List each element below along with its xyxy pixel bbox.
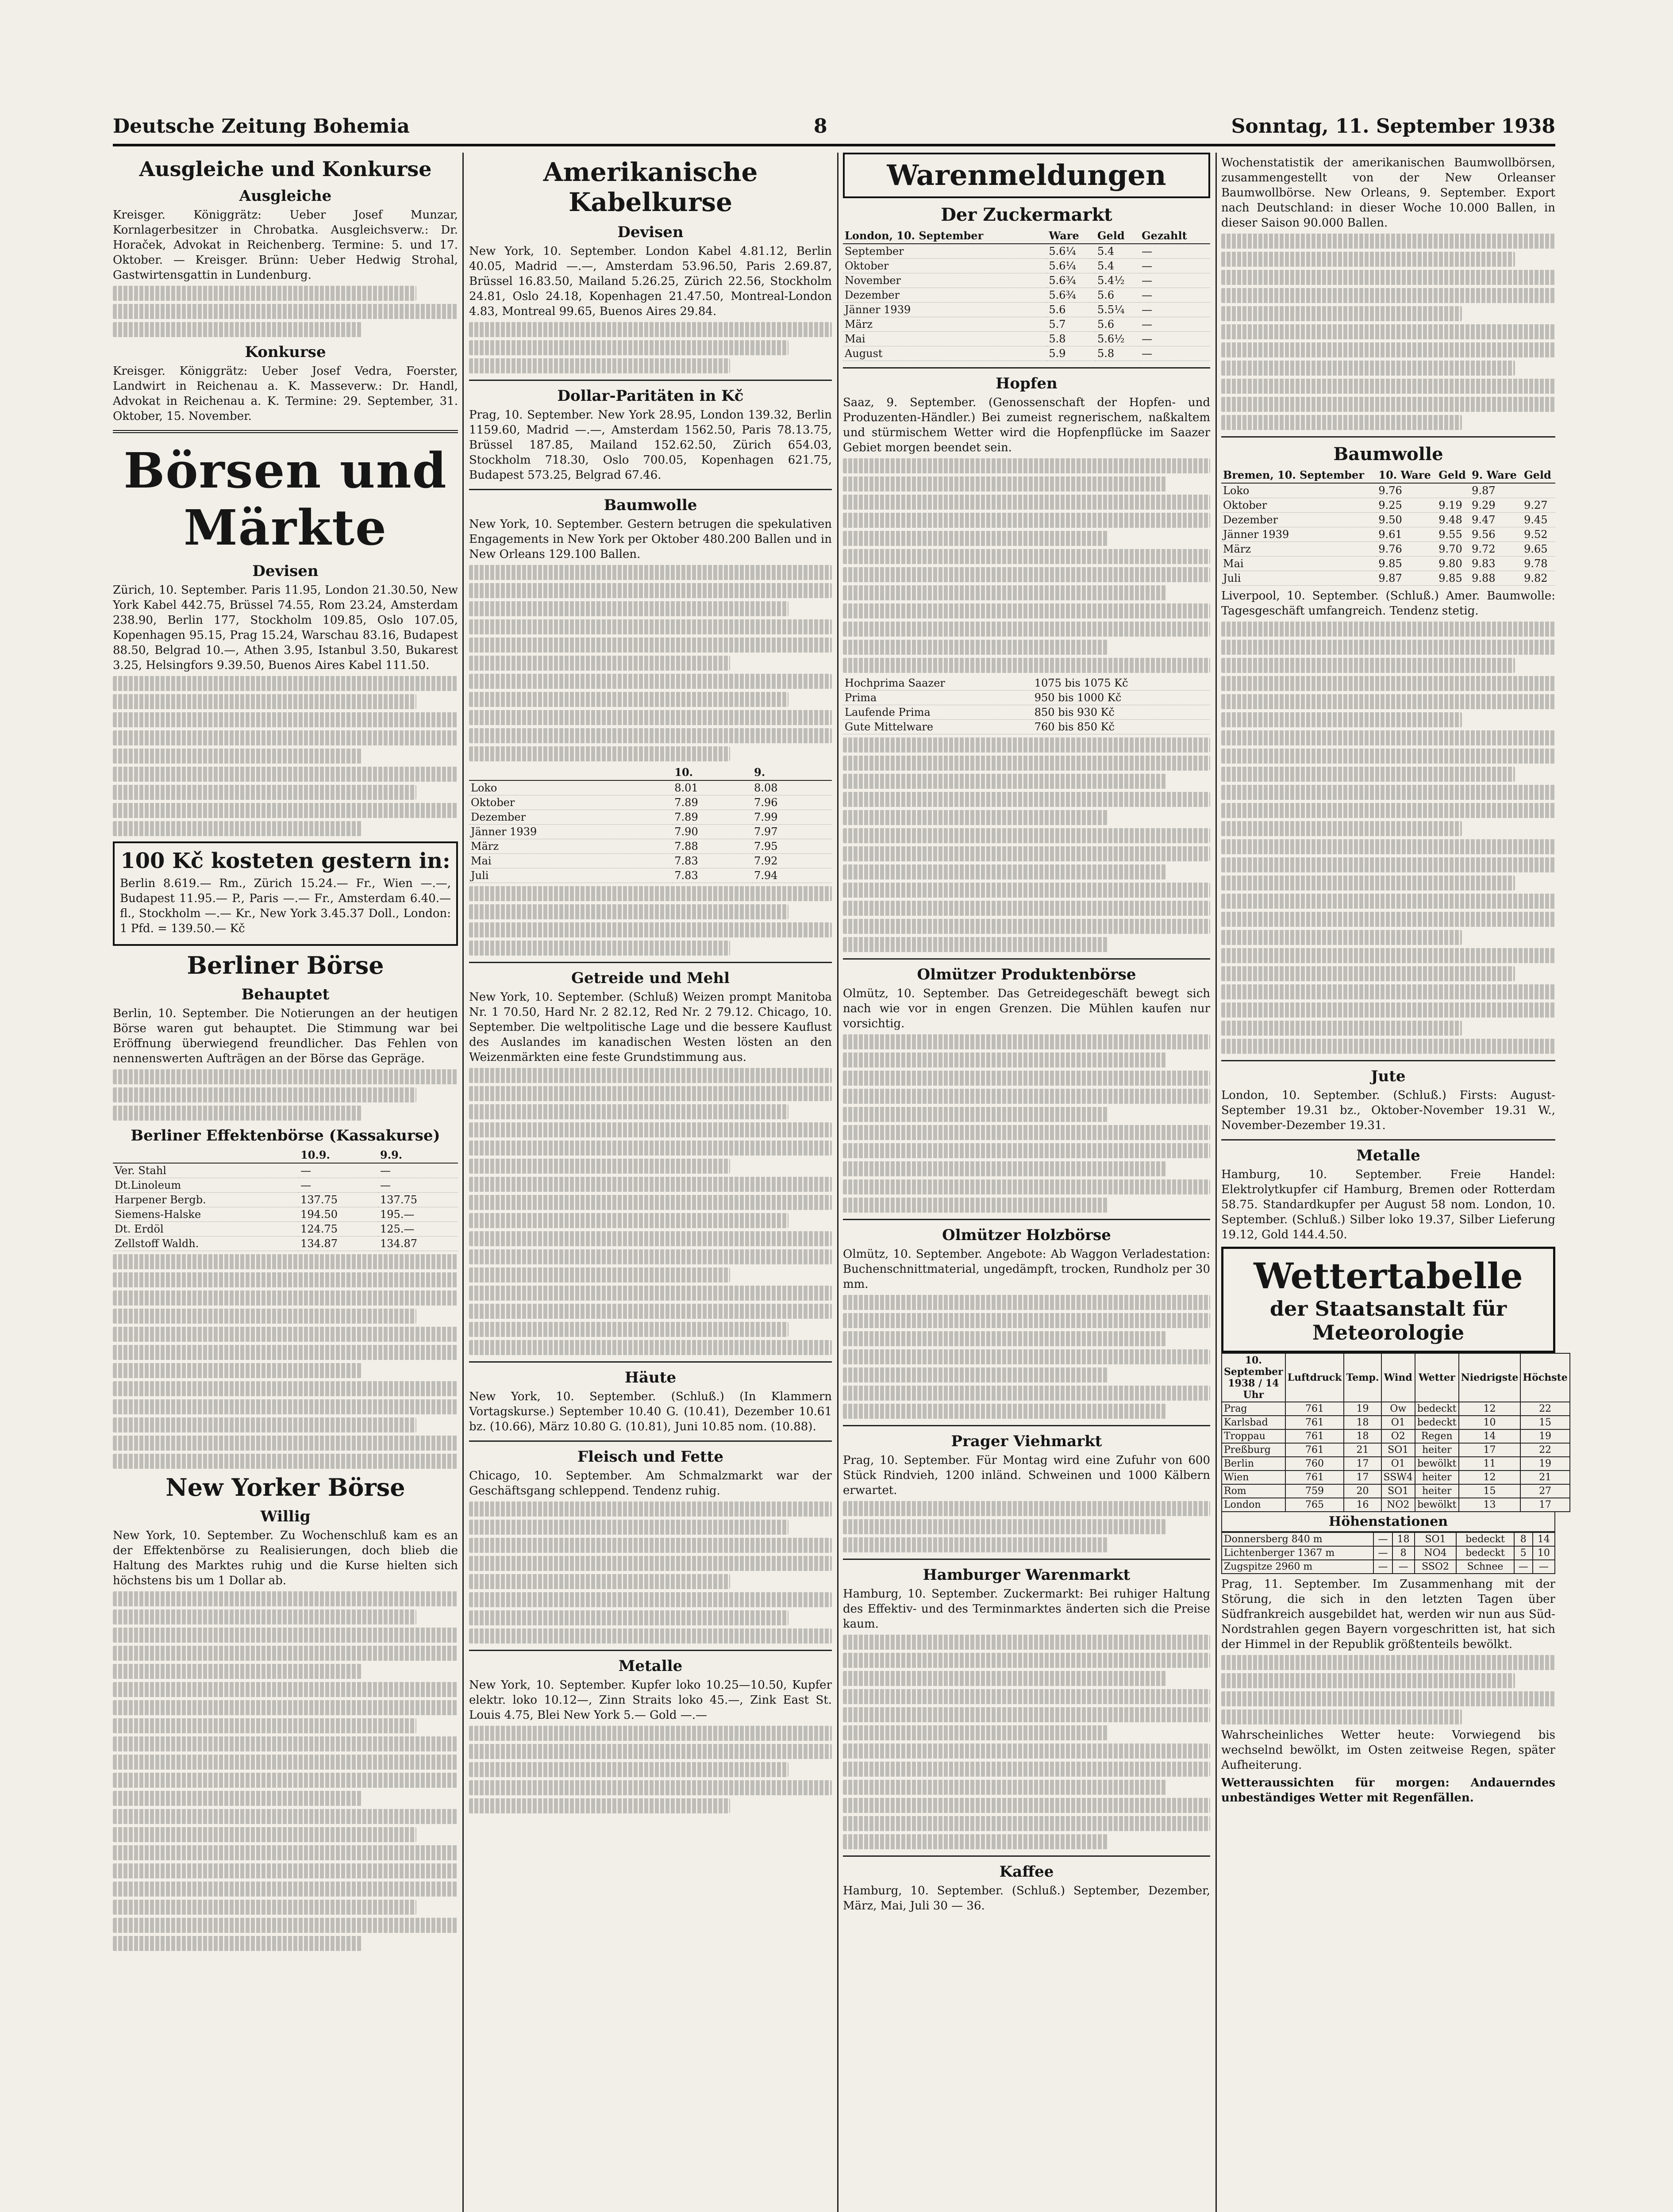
subheading: Devisen (252, 562, 319, 580)
table-row: Ver. Stahl — — (113, 1163, 458, 1178)
exchange-box (113, 841, 458, 946)
subheading: Häute (624, 1369, 677, 1386)
hopfen-price-table (843, 676, 1210, 734)
article-text: New York, 10. September. Zu Wochenschluß kam es an der Effektenbörse zu Realisierungen, doch blieb die Haltung des Marktes ruhig und die Kurse hielten sich höchstens bis um 1 Dollar ab. (113, 1529, 458, 1587)
article-text: Saaz, 9. September. (Genossenschaft der Hopfen- und Produzenten-Händler.) Bei zumeist regnerischem, naßkaltem und stürmischem Wetter wird die Hopfenpflücke im Saazer Gebiet morgen beendet sein. (843, 396, 1210, 454)
article-text: Hamburg, 10. September. Freie Handel: Elektrolytkupfer cif Hamburg, Bremen oder Rotterdam 58.75. Standardkupfer per August 58 nom. London, 10. September. (Schluß.) Silber loko 19.37, Silber Lieferung 19.12, Gold 144.4.50. (1221, 1168, 1555, 1241)
table-row: Karlsbad 761 18 O1 bedeckt 10 15 (1222, 1416, 1570, 1429)
article-text: Hamburg, 10. September. (Schluß.) September, Dezember, März, Mai, Juli 30 — 36. (843, 1884, 1210, 1912)
table-header: 10.9. (299, 1147, 378, 1163)
subheading: Devisen (617, 223, 684, 241)
table-row: Juli 7.83 7.94 (469, 868, 832, 883)
article-text: Zürich, 10. September. Paris 11.95, London 21.30.50, New York Kabel 442.75, Brüssel 74.55, Rom 23.24, Amsterdam 238.90, Berlin 177, Stockholm 109.85, Oslo 107.05, Kopenhagen 95.15, Prag 15.24, Warschau 83.16, Budapest 88.50, Belgrad 10.—, Athen 3.95, Istanbul 3.50, Bukarest 3.25, Helsingfors 9.39.50, Buenos Aires Kabel 111.50. (113, 584, 458, 672)
subheading: Metalle (1356, 1147, 1420, 1164)
table-row: März 9.76 9.70 9.72 9.65 (1221, 542, 1555, 557)
forecast-text: Wahrscheinliches Wetter heute: Vorwiegend bis wechselnd bewölkt, im Osten zeitweise Regen, später Aufheiterung. (1221, 1728, 1555, 1772)
table-row: Donnersberg 840 m — 18 SO1 bedeckt 8 14 (1222, 1532, 1555, 1546)
table-row: Loko 8.01 8.08 (469, 780, 832, 795)
article-text: Kreisger. Königgrätz: Ueber Josef Munzar, Kornlagerbesitzer in Chrobatka. Ausgleichsverw.: Dr. Horaček, Advokat in Reichenberg. Termine: 5. und 17. Oktober. — Kreisger. Brünn: Ueber Hedwig Strohal, Gastwirtensgattin in Lundenburg. (113, 208, 458, 282)
subheading: Behauptet (241, 986, 330, 1003)
table-row: November 5.6¾ 5.4½ — (843, 273, 1210, 288)
article-text: Berlin, 10. September. Die Notierungen an der heutigen Börse waren gut behauptet. Die Stimmung war bei Eröffnung überwiegend freundlicher. Das Fehlen von nennenswerten Aufträgen an der Börse das Gepräge. (113, 1007, 458, 1065)
column-divider (837, 153, 838, 2212)
table-row: Jänner 1939 9.61 9.55 9.56 9.52 (1221, 527, 1555, 542)
table-row: Prima 950 bis 1000 Kč (843, 691, 1210, 705)
table-header: 9.9. (378, 1147, 458, 1163)
article-text: Prag, 10. September. Für Montag wird eine Zufuhr von 600 Stück Rindvieh, 1200 inländ. Schweinen und 1000 Kälbern erwartet. (843, 1454, 1210, 1497)
article-text: Kreisger. Königgrätz: Ueber Josef Vedra, Foerster, Landwirt in Reichenau a. K. Masseverw.: Dr. Handl, Advokat in Reichenau a. K. Termine: 29. September, 31. Oktober, 15. November. (113, 365, 458, 423)
table-row: Preßburg 761 21 SO1 heiter 17 22 (1222, 1443, 1570, 1457)
subheading: Berliner Effektenbörse (Kassakurse) (131, 1127, 440, 1144)
column-2 (469, 153, 832, 2212)
table-header (113, 1147, 299, 1163)
subheading: Dollar-Paritäten in Kč (557, 387, 744, 405)
subheading: Jute (1371, 1068, 1406, 1085)
subheading: Fleisch und Fette (577, 1448, 723, 1466)
table-row: Mai 9.85 9.80 9.83 9.78 (1221, 557, 1555, 571)
subheading: Willig (260, 1508, 311, 1525)
article-text: Olmütz, 10. September. Das Getreidegeschäft bewegt sich nach wie vor in engen Grenzen. Die Mühlen kaufen nur vorsichtig. (843, 987, 1210, 1030)
subheading: Hopfen (996, 375, 1058, 392)
subheading: Der Zuckermarkt (941, 204, 1112, 225)
article-text: New York, 10. September. Gestern betrugen die spekulativen Engagements in New York per Oktober 480.200 Ballen und in New Orleans 129.100 Ballen. (469, 518, 832, 561)
subheading: Baumwolle (1333, 444, 1443, 465)
column-divider (462, 153, 464, 2212)
table-row: Dezember 7.89 7.99 (469, 810, 832, 825)
subheading: Hamburger Warenmarkt (923, 1566, 1131, 1584)
subheading: Ausgleiche (239, 187, 332, 205)
table-row: September 5.6¼ 5.4 — (843, 244, 1210, 259)
article-text: Wochenstatistik der amerikanischen Baumwollbörsen, zusammengestellt von der New Orleanser Baumwollbörse. New Orleans, 9. September. Export nach Deutschland: in dieser Woche 10.000 Ballen, in dieser Saison 90.000 Ballen. (1221, 156, 1555, 230)
table-row: Mai 5.8 5.6½ — (843, 332, 1210, 346)
table-row: August 5.9 5.8 — (843, 346, 1210, 361)
table-row: Zugspitze 2960 m — — SSO2 Schnee — — (1222, 1560, 1555, 1574)
box-title: 100 Kč kosteten gestern in: (120, 849, 450, 873)
weather-table: 10. September 1938 / 14 Uhr Luftdruck Temp. Wind Wetter Niedrigste Höchste Prag 761 19 Ow bedeckt 12 22 Karlsbad 761 18 O1 bedeckt 10 15 Troppau 761 18 O2 Regen 14 19 Preßburg 761 21 SO1 heiter 17 22 Berlin 760 17 O1 bewölkt 11 19 Wien 761 17 SSW4 heiter 12 21 Rom 759 20 SO1 heiter 15 27 London 765 16 NO2 bewölkt 13 17 (1221, 1353, 1570, 1512)
table-row: Siemens-Halske 194.50 195.— (113, 1207, 458, 1222)
table-row: Dezember 9.50 9.48 9.47 9.45 (1221, 513, 1555, 527)
column-4 (1221, 153, 1568, 2212)
page-header (113, 111, 1555, 142)
table-row: Dt.Linoleum — — (113, 1178, 458, 1193)
table-row: Troppau 761 18 O2 Regen 14 19 (1222, 1429, 1570, 1443)
table-row: Dezember 5.6¾ 5.6 — (843, 288, 1210, 303)
table-row: Loko 9.76 9.87 (1221, 483, 1555, 498)
table-row: Prag 761 19 Ow bedeckt 12 22 (1222, 1402, 1570, 1416)
weather-title: Wettertabelle (1254, 1255, 1523, 1297)
table-row: Jänner 1939 7.90 7.97 (469, 825, 832, 839)
subheading: Prager Viehmarkt (951, 1432, 1102, 1450)
forecast-text: Wetteraussichten für morgen: Andauerndes unbeständiges Wetter mit Regenfällen. (1221, 1776, 1555, 1805)
box-text: Berlin 8.619.— Rm., Zürich 15.24.— Fr., Wien —.—, Budapest 11.95.— P., Paris —.— Fr., Amsterdam 6.40.— fl., Stockholm —.— Kr., New York 3.45.37 Doll., London: 1 Pfd. = 139.50.— Kč (120, 877, 451, 935)
section-title-ausgleiche: Ausgleiche und Konkurse (139, 157, 432, 181)
section-title-berliner: Berliner Börse (187, 951, 384, 979)
article-text: London, 10. September. (Schluß.) Firsts: August-September 19.31 bz., Oktober-November 19.31 W., November-Dezember 19.31. (1221, 1089, 1555, 1132)
article-text: Hamburg, 10. September. Zuckermarkt: Bei ruhiger Haltung des Effektiv- und des Terminmarktes änderten sich die Preise kaum. (843, 1587, 1210, 1631)
table-row: Wien 761 17 SSW4 heiter 12 21 (1222, 1471, 1570, 1484)
table-row: Rom 759 20 SO1 heiter 15 27 (1222, 1484, 1570, 1498)
table-row: März 7.88 7.95 (469, 839, 832, 854)
page-number: 8 (813, 115, 827, 138)
article-text: Liverpool, 10. September. (Schluß.) Amer. Baumwolle: Tagesgeschäft umfangreich. Tendenz stetig. (1221, 589, 1555, 618)
table-row: Mai 7.83 7.92 (469, 854, 832, 868)
subheading: Getreide und Mehl (571, 969, 730, 987)
table-row: Oktober 9.25 9.19 9.29 9.27 (1221, 498, 1555, 513)
article-text: New York, 10. September. London Kabel 4.81.12, Berlin 40.05, Madrid —.—, Amsterdam 53.96.50, Paris 2.69.87, Brüssel 16.83.50, Mailand 5.26.25, Zürich 22.56, Stockholm 24.81, Oslo 24.18, Kopenhagen 21.47.50, Montreal-London 4.83, Montreal 99.65, Buenos Aires 29.84. (469, 245, 832, 318)
hoehen-table (1221, 1532, 1555, 1574)
article-text: New York, 10. September. (Schluß) Weizen prompt Manitoba Nr. 1 70.50, Hard Nr. 2 82.12, Red Nr. 2 79.12. Chicago, 10. September. Die weltpolitische Lage und die bessere Kauflust des Auslandes im kanadischen Westen lösten an den Weizenmärkten eine feste Grundstimmung aus. (469, 991, 832, 1064)
subheading: Kaffee (999, 1863, 1054, 1881)
masthead: Deutsche Zeitung Bohemia (113, 115, 410, 138)
table-row: Harpener Bergb. 137.75 137.75 (113, 1193, 458, 1207)
table-row: Juli 9.87 9.85 9.88 9.82 (1221, 571, 1555, 586)
baumwolle-ny-table: 10. 9. Loko 8.01 8.08 Oktober 7.89 7.96 Dezember 7.89 7.99 Jänner 1939 7.90 7.97 März 7.88 7.95 Mai 7.83 7.92 Juli 7.83 7.94 (469, 764, 832, 883)
weather-subtitle: der Staatsanstalt für Meteorologie (1269, 1297, 1507, 1344)
table-row: Jänner 1939 5.6 5.5¼ — (843, 303, 1210, 317)
article-text: Olmütz, 10. September. Angebote: Ab Waggon Verladestation: Buchenschnittmaterial, ungedämpft, trocken, Rundholz per 30 mm. (843, 1248, 1210, 1291)
subheading: Olmützer Holzbörse (942, 1226, 1111, 1244)
article-text: Prag, 10. September. New York 28.95, London 139.32, Berlin 1159.60, Madrid —.—, Amsterdam 1562.50, Paris 78.13.75, Brüssel 187.85, Mailand 152.62.50, Zürich 654.03, Stockholm 718.30, Oslo 700.05, Kopenhagen 621.75, Budapest 573.25, Belgrad 67.46. (469, 408, 832, 482)
table-row: Oktober 7.89 7.96 (469, 795, 832, 810)
hoehen-title: Höhenstationen (1221, 1512, 1555, 1532)
subheading: Olmützer Produktenbörse (917, 966, 1136, 983)
article-text: New York, 10. September. (Schluß.) (In Klammern Vortagskurse.) September 10.40 G. (10.41), Dezember 10.61 bz. (10.66), März 10.80 G. (10.81), Juni 10.85 nom. (10.88). (469, 1390, 832, 1433)
table-row: Gute Mittelware 760 bis 850 Kč (843, 720, 1210, 734)
column-3 (843, 153, 1210, 2212)
section-title-newyork: New Yorker Börse (165, 1473, 405, 1502)
article-text: New York, 10. September. Kupfer loko 10.25—10.50, Kupfer elektr. loko 10.12—, Zinn Straits loko 45.—, Zink East St. Louis 4.75, Blei New York 5.— Gold —.— (469, 1678, 832, 1722)
table-row: Lichtenberger 1367 m — 8 NO4 bedeckt 5 10 (1222, 1546, 1555, 1560)
table-row: Berlin 760 17 O1 bewölkt 11 19 (1222, 1457, 1570, 1471)
table-row: März 5.7 5.6 — (843, 317, 1210, 332)
bremen-table: Bremen, 10. September 10. Ware Geld 9. Ware Geld Loko 9.76 9.87 Oktober 9.25 9.19 9.29 9.27 Dezember 9.50 9.48 9.47 9.45 Jänner 1939 9.61 9.55 9.56 9.52 März 9.76 9.70 9.72 9.65 Mai 9.85 9.80 9.83 9.78 Juli 9.87 9.85 9.88 9.82 (1221, 467, 1555, 586)
table-row: Laufende Prima 850 bis 930 Kč (843, 705, 1210, 720)
subheading: Konkurse (245, 343, 326, 361)
subheading: Metalle (618, 1657, 683, 1675)
table-row: Oktober 5.6¼ 5.4 — (843, 259, 1210, 273)
column-1 (113, 153, 458, 2212)
weather-title-box (1221, 1247, 1555, 1353)
table-row: Dt. Erdöl 124.75 125.— (113, 1222, 458, 1237)
table-row: Zellstoff Waldh. 134.87 134.87 (113, 1237, 458, 1251)
section-title-waren: Warenmeldungen (843, 153, 1210, 198)
header-rule (113, 144, 1555, 146)
article-text: Chicago, 10. September. Am Schmalzmarkt war der Geschäftsgang schleppend. Tendenz ruhig. (469, 1469, 832, 1498)
issue-date: Sonntag, 11. September 1938 (1231, 115, 1555, 138)
table-row: London 765 16 NO2 bewölkt 13 17 (1222, 1498, 1570, 1512)
subheading: Baumwolle (604, 496, 697, 514)
effekten-table (113, 1147, 458, 1251)
section-title-boersen: Börsen und Märkte (123, 442, 447, 556)
zucker-table: London, 10. September Ware Geld Gezahlt September 5.6¼ 5.4 — Oktober 5.6¼ 5.4 — November 5.6¾ 5.4½ — Dezember 5.6¾ 5.6 — Jänner 1939 5.6 5.5¼ — März 5.7 5.6 — Mai 5.8 5.6½ — August 5.9 5.8 — (843, 228, 1210, 361)
forecast-text: Prag, 11. September. Im Zusammenhang mit der Störung, die sich in den letzten Tagen über Südfrankreich ausgebildet hat, werden wir nun aus Süd-Nordstrahlen gegen Bayern vorgeschritten ist, hat sich der Himmel in der Republik größtenteils bewölkt. (1221, 1578, 1555, 1651)
section-title-kabel: Amerikanische Kabelkurse (543, 157, 758, 217)
table-row: Hochprima Saazer 1075 bis 1075 Kč (843, 676, 1210, 691)
column-divider (1215, 153, 1217, 2212)
